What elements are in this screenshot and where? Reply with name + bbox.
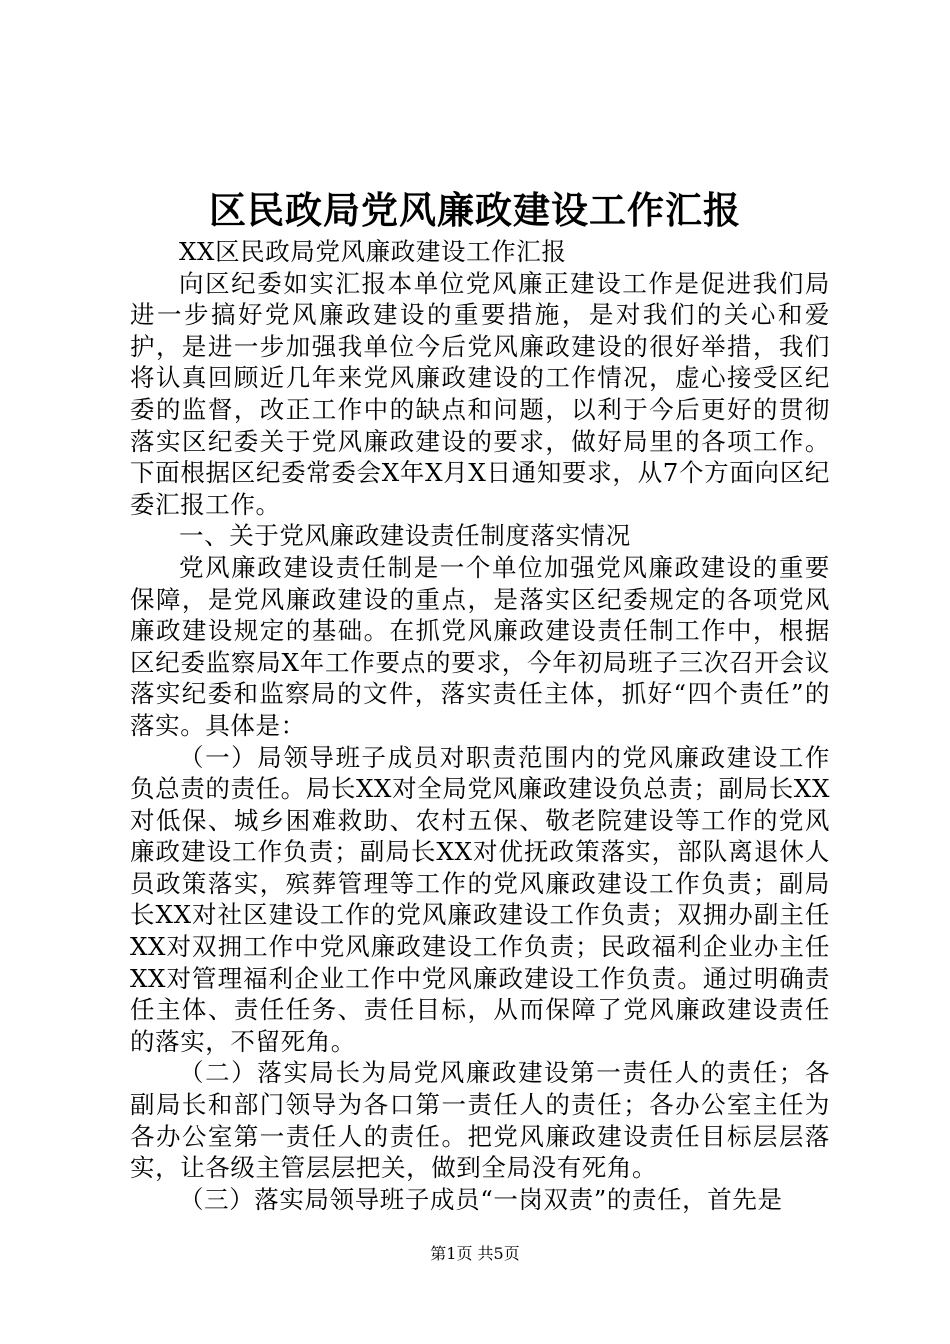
paragraph-item-2: （二）落实局长为局党风廉政建设第一责任人的责任；各副局长和部门领导为各口第一责任人的责任；各办公室主任为各办公室第一责任人的责任。把党风廉政建设责任目标层层落实，让各级主管层层把关，做到全局没有死角。 (130, 1058, 830, 1183)
page-footer: 第1页 共5页 (430, 1244, 520, 1263)
document-title: 区民政局党风廉政建设工作汇报 (209, 188, 741, 232)
document-body (130, 236, 830, 1215)
section-heading-1: 一、关于党风廉政建设责任制度落实情况 (179, 521, 631, 551)
paragraph-item-1: （一）局领导班子成员对职责范围内的党风廉政建设工作负总责的责任。局长XX对全局党风廉政建设负总责；副局长XX对低保、城乡困难救助、农村五保、敬老院建设等工作的党风廉政建设工作负责；副局长XX对优抚政策落实，部队离退休人员政策落实，殡葬管理等工作的党风廉政建设工作负责；副局长XX对社区建设工作的党风廉政建设工作负责；双拥办副主任XX对双拥工作中党风廉政建设工作负责；民政福利企业办主任XX对管理福利企业工作中党风廉政建设工作负责。通过明确责任主体、责任任务、责任目标，从而保障了党风廉政建设责任的落实，不留死角。 (130, 742, 830, 1056)
paragraph-intro: 向区纪委如实汇报本单位党风廉正建设工作是促进我们局进一步搞好党风廉政建设的重要措施，是对我们的关心和爱护，是进一步加强我单位今后党风廉政建设的很好举措，我们将认真回顾近几年来党风廉政建设的工作情况，虚心接受区纪委的监督，改正工作中的缺点和问题，以利于今后更好的贯彻落实区纪委关于党风廉政建设的要求，做好局里的各项工作。下面根据区纪委常委会X年X月X日通知要求，从7个方面向区纪委汇报工作。 (130, 268, 830, 519)
paragraph-section-1: 党风廉政建设责任制是一个单位加强党风廉政建设的重要保障，是党风廉政建设的重点，是落实区纪委规定的各项党风廉政建设规定的基础。在抓党风廉政建设责任制工作中，根据区纪委监察局X年工作要点的要求，今年初局班子三次召开会议落实纪委和监察局的文件，落实责任主体，抓好“四个责任”的落实。具体是： (130, 552, 830, 740)
paragraph-item-3: （三）落实局领导班子成员“一岗双责”的责任，首先是 (179, 1184, 783, 1214)
paragraph-subtitle: XX区民政局党风廉政建设工作汇报 (179, 237, 567, 266)
